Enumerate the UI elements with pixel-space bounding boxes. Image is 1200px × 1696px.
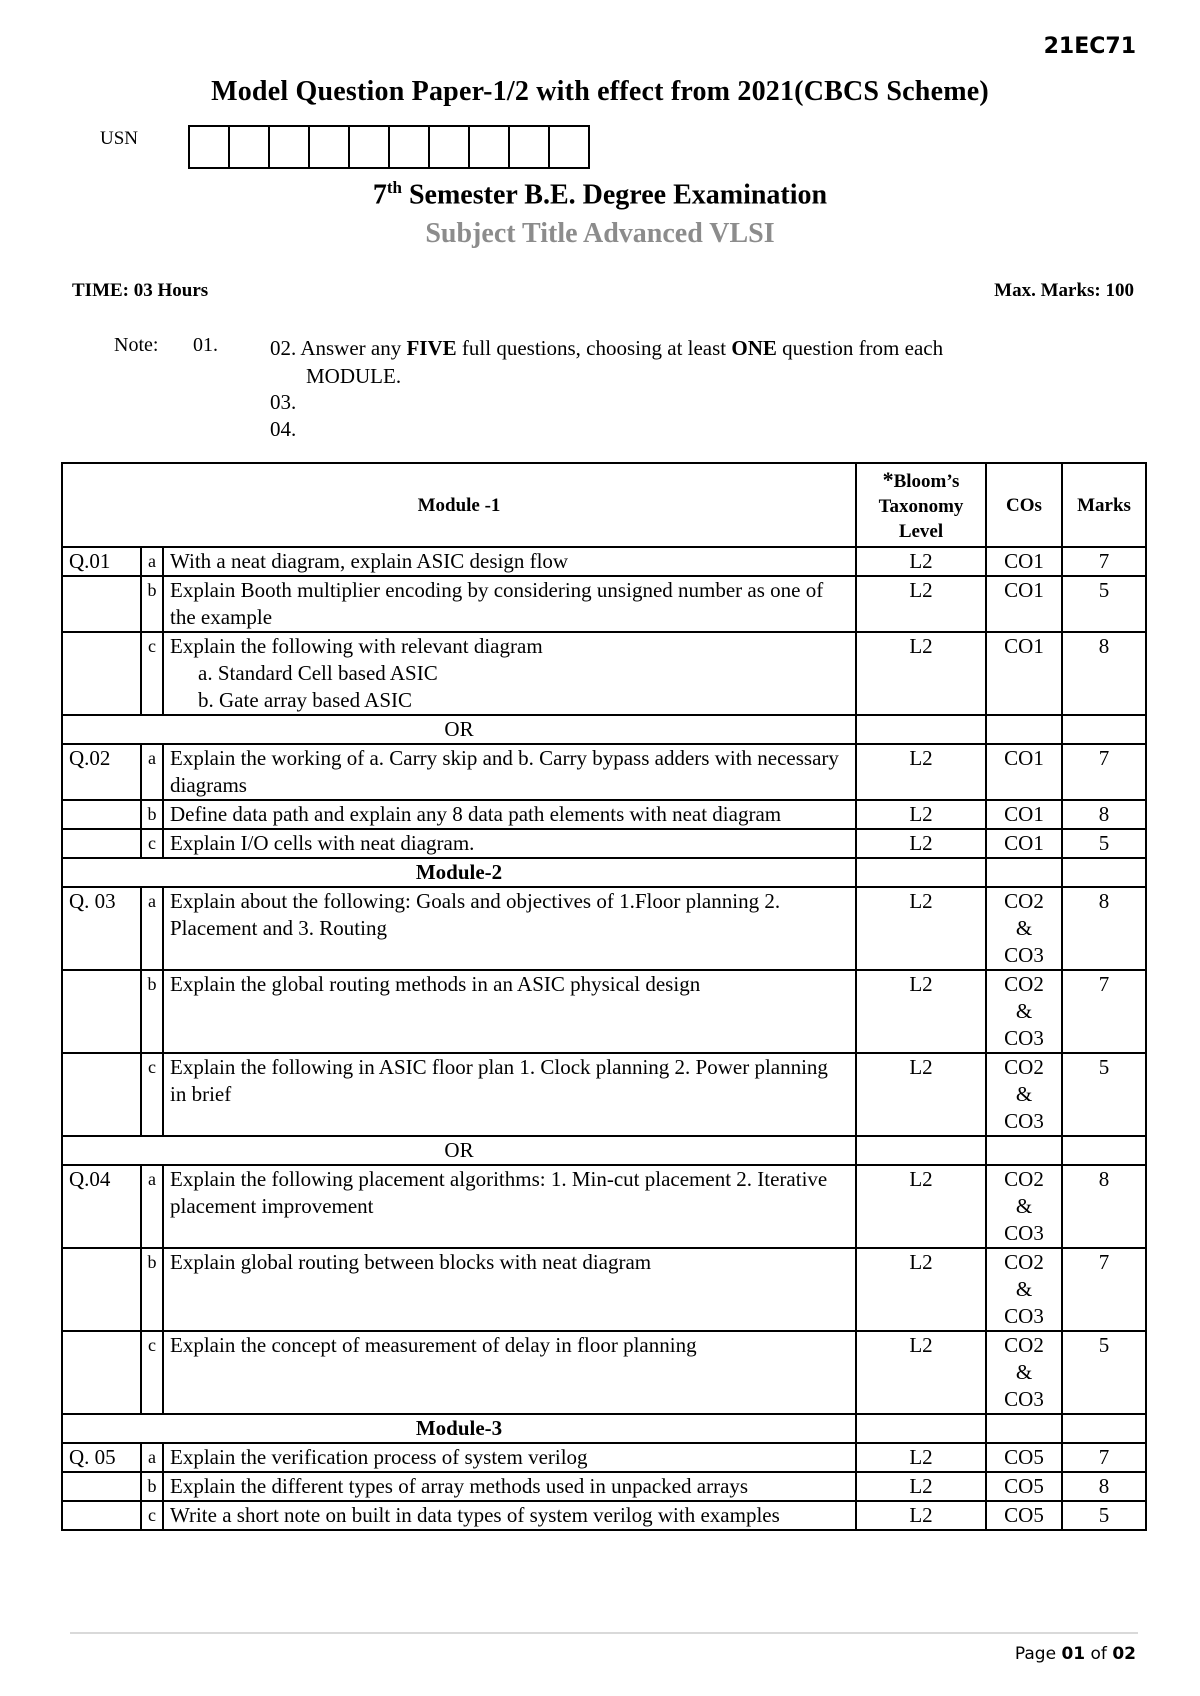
marks: 5	[1062, 1331, 1146, 1414]
marks: 8	[1062, 887, 1146, 970]
max-marks: Max. Marks: 100	[994, 280, 1134, 301]
blooms-label: Bloom’s Taxonomy Level	[878, 470, 964, 542]
question-text: Explain global routing between blocks with neat diagram	[163, 1248, 856, 1331]
table-row	[62, 829, 1146, 858]
module-2-heading: Module-2	[62, 858, 856, 887]
marks: 8	[1062, 632, 1146, 715]
paper-title: Model Question Paper-1/2 with effect from 2021(CBCS Scheme)	[211, 76, 989, 107]
table-row	[62, 744, 1146, 800]
usn-box[interactable]	[468, 125, 510, 169]
table-row	[62, 1248, 1146, 1331]
sub-label: c	[141, 829, 163, 858]
usn-box[interactable]	[548, 125, 590, 169]
table-row	[62, 576, 1146, 632]
blooms-level: L2	[856, 1443, 986, 1472]
course-outcome: CO2 & CO3	[986, 1248, 1062, 1331]
table-header-row	[62, 463, 1146, 547]
subject-title: Subject Title Advanced VLSI	[425, 218, 775, 249]
blooms-level: L2	[856, 1472, 986, 1501]
sub-label: b	[141, 1472, 163, 1501]
course-outcome: CO2 & CO3	[986, 970, 1062, 1053]
sub-label: a	[141, 547, 163, 576]
blooms-level: L2	[856, 800, 986, 829]
question-text: With a neat diagram, explain ASIC design flow	[163, 547, 856, 576]
note-label: Note:	[114, 334, 159, 356]
blooms-level: L2	[856, 1331, 986, 1414]
question-sub-item: b. Gate array based ASIC	[198, 688, 413, 712]
subject-code: 21EC71	[1043, 34, 1136, 59]
table-row	[62, 547, 1146, 576]
marks: 7	[1062, 744, 1146, 800]
blooms-level: L2	[856, 970, 986, 1053]
blooms-level: L2	[856, 829, 986, 858]
asterisk: *	[882, 466, 894, 492]
question-number: Q.02	[62, 744, 141, 800]
usn-box[interactable]	[308, 125, 350, 169]
sub-label: a	[141, 1443, 163, 1472]
marks: 8	[1062, 800, 1146, 829]
table-row	[62, 1165, 1146, 1248]
question-text	[163, 632, 856, 715]
course-outcome: CO5	[986, 1472, 1062, 1501]
usn-box[interactable]	[508, 125, 550, 169]
table-row	[62, 1053, 1146, 1136]
question-text: Explain the different types of array methods used in unpacked arrays	[163, 1472, 856, 1501]
course-outcome: CO1	[986, 576, 1062, 632]
table-row	[62, 800, 1146, 829]
marks: 5	[1062, 829, 1146, 858]
blooms-header	[856, 463, 986, 547]
blooms-level: L2	[856, 576, 986, 632]
question-number: Q.01	[62, 547, 141, 576]
marks: 7	[1062, 970, 1146, 1053]
question-sub-item: a. Standard Cell based ASIC	[198, 661, 438, 685]
course-outcome: CO5	[986, 1501, 1062, 1530]
page-number: Page 01 of 02	[1014, 1644, 1136, 1664]
sub-label: a	[141, 1165, 163, 1248]
sub-label: a	[141, 744, 163, 800]
table-row	[62, 1331, 1146, 1414]
module-row	[62, 1414, 1146, 1443]
note-emphasis: FIVE	[406, 336, 457, 360]
question-text: Explain about the following: Goals and objectives of 1.Floor planning 2. Placement and 3. Routing	[163, 887, 856, 970]
marks: 7	[1062, 1443, 1146, 1472]
marks: 8	[1062, 1165, 1146, 1248]
question-text: Write a short note on built in data types of system verilog with examples	[163, 1501, 856, 1530]
exam-time: TIME: 03 Hours	[72, 280, 209, 301]
question-text: Explain the verification process of system verilog	[163, 1443, 856, 1472]
course-outcome: CO1	[986, 744, 1062, 800]
question-text: Explain I/O cells with neat diagram.	[163, 829, 856, 858]
course-outcome: CO2 & CO3	[986, 1331, 1062, 1414]
course-outcome: CO2 & CO3	[986, 887, 1062, 970]
blooms-level: L2	[856, 1165, 986, 1248]
semester-number: 7	[372, 179, 387, 211]
marks: 5	[1062, 576, 1146, 632]
footer-divider	[70, 1632, 1138, 1634]
course-outcome: CO1	[986, 632, 1062, 715]
sub-label: a	[141, 887, 163, 970]
semester-suffix: th	[386, 178, 402, 197]
note-item-4: 04.	[270, 417, 297, 441]
blooms-level: L2	[856, 1501, 986, 1530]
marks: 7	[1062, 547, 1146, 576]
question-number: Q.04	[62, 1165, 141, 1248]
question-text: Explain Booth multiplier encoding by considering unsigned number as one of the example	[163, 576, 856, 632]
blooms-level: L2	[856, 1053, 986, 1136]
blooms-level: L2	[856, 547, 986, 576]
question-text: Explain the concept of measurement of delay in floor planning	[163, 1331, 856, 1414]
usn-box[interactable]	[388, 125, 430, 169]
course-outcome: CO1	[986, 547, 1062, 576]
semester-text: Semester B.E. Degree Examination	[401, 179, 828, 211]
question-text: Explain the global routing methods in an ASIC physical design	[163, 970, 856, 1053]
usn-label: USN	[100, 128, 139, 149]
note-item-2	[270, 334, 1070, 390]
course-outcome: CO5	[986, 1443, 1062, 1472]
marks: 8	[1062, 1472, 1146, 1501]
usn-box[interactable]	[428, 125, 470, 169]
blooms-level: L2	[856, 1248, 986, 1331]
course-outcome: CO1	[986, 829, 1062, 858]
note-emphasis: ONE	[731, 336, 777, 360]
marks: 5	[1062, 1501, 1146, 1530]
sub-label: b	[141, 1248, 163, 1331]
question-text-line: Explain the following with relevant diagram	[170, 634, 543, 658]
blooms-level: L2	[856, 887, 986, 970]
table-row	[62, 1501, 1146, 1530]
sub-label: b	[141, 970, 163, 1053]
note-text: 02. Answer any	[270, 336, 407, 360]
blooms-level: L2	[856, 744, 986, 800]
or-separator: OR	[62, 1136, 856, 1165]
usn-box[interactable]	[268, 125, 310, 169]
note-text: MODULE.	[306, 364, 402, 388]
course-outcome: CO1	[986, 800, 1062, 829]
question-text: Explain the following placement algorithms: 1. Min-cut placement 2. Iterative placement improvement	[163, 1165, 856, 1248]
sub-label: b	[141, 576, 163, 632]
note-item-1: 01.	[193, 334, 218, 356]
sub-label: c	[141, 632, 163, 715]
note-text: question from each	[776, 336, 944, 360]
usn-box[interactable]	[228, 125, 270, 169]
question-text: Explain the following in ASIC floor plan 1. Clock planning 2. Power planning in brief	[163, 1053, 856, 1136]
question-table	[61, 462, 1147, 1531]
semester-heading	[0, 178, 1200, 211]
blooms-level: L2	[856, 632, 986, 715]
question-text: Define data path and explain any 8 data path elements with neat diagram	[163, 800, 856, 829]
note-item-3: 03.	[270, 390, 297, 414]
table-row	[62, 887, 1146, 970]
or-separator: OR	[62, 715, 856, 744]
course-outcome: CO2 & CO3	[986, 1165, 1062, 1248]
table-row	[62, 1472, 1146, 1501]
cos-header: COs	[986, 463, 1062, 547]
question-number: Q. 05	[62, 1443, 141, 1472]
table-row	[62, 1443, 1146, 1472]
sub-label: c	[141, 1331, 163, 1414]
module-1-heading: Module -1	[62, 463, 856, 547]
marks: 7	[1062, 1248, 1146, 1331]
usn-input-boxes[interactable]	[190, 125, 590, 169]
or-row	[62, 715, 1146, 744]
question-text: Explain the working of a. Carry skip and b. Carry bypass adders with necessary diagrams	[163, 744, 856, 800]
sub-label: c	[141, 1053, 163, 1136]
marks: 5	[1062, 1053, 1146, 1136]
table-row	[62, 632, 1146, 715]
module-3-heading: Module-3	[62, 1414, 856, 1443]
sub-label: c	[141, 1501, 163, 1530]
table-row	[62, 970, 1146, 1053]
or-row	[62, 1136, 1146, 1165]
marks-header: Marks	[1062, 463, 1146, 547]
note-text: full questions, choosing at least	[456, 336, 732, 360]
sub-label: b	[141, 800, 163, 829]
course-outcome: CO2 & CO3	[986, 1053, 1062, 1136]
usn-box[interactable]	[188, 125, 230, 169]
question-number: Q. 03	[62, 887, 141, 970]
module-row	[62, 858, 1146, 887]
usn-box[interactable]	[348, 125, 390, 169]
